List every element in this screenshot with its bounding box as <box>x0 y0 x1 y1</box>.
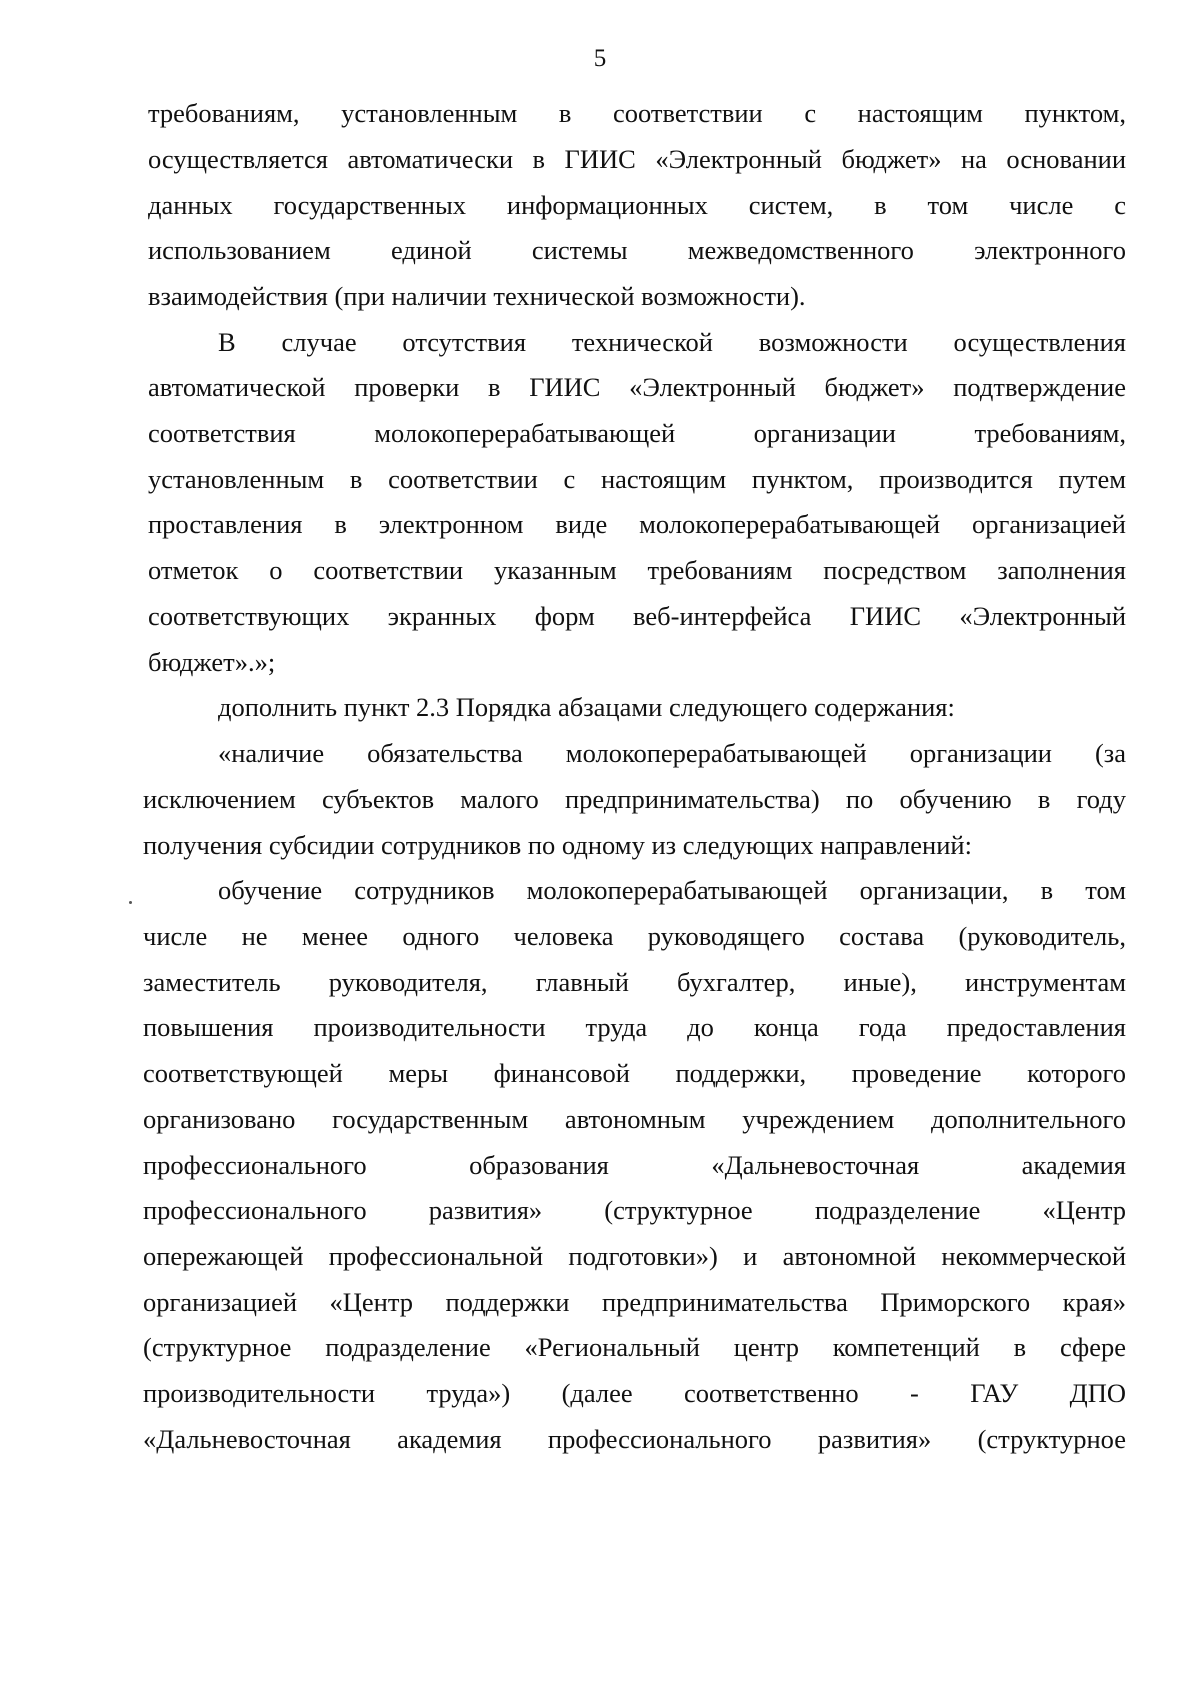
text-line: «Дальневосточная академия профессионального развития» (структурное <box>143 1424 1126 1454</box>
text-line: проставления в электронном виде молокоперерабатывающей организацией <box>148 509 1126 539</box>
text-line: бюджет».»; <box>148 647 276 677</box>
text-line: организовано государственным автономным учреждением дополнительного <box>143 1104 1126 1134</box>
text-line: профессионального развития» (структурное подразделение «Центр <box>143 1195 1126 1225</box>
text-line: числе не менее одного человека руководящего состава (руководитель, <box>143 921 1126 951</box>
text-line: заместитель руководителя, главный бухгалтер, иные), инструментам <box>143 967 1126 997</box>
text-line: использованием единой системы межведомственного электронного <box>148 235 1126 265</box>
page-number: 5 <box>593 45 607 72</box>
text-line: производительности труда») (далее соответственно - ГАУ ДПО <box>143 1378 1126 1408</box>
text-line: соответствия молокоперерабатывающей организации требованиям, <box>148 418 1126 448</box>
text-line: соответствующей меры финансовой поддержки, проведение которого <box>143 1058 1126 1088</box>
text-line: требованиям, установленным в соответствии с настоящим пунктом, <box>148 98 1126 128</box>
text-line: обучение сотрудников молокоперерабатывающей организации, в том <box>218 875 1126 905</box>
text-line: профессионального образования «Дальневосточная академия <box>143 1150 1126 1180</box>
text-line: (структурное подразделение «Региональный центр компетенций в сфере <box>143 1332 1126 1362</box>
text-line: соответствующих экранных форм веб-интерфейса ГИИС «Электронный <box>148 601 1126 631</box>
text-line: отметок о соответствии указанным требованиям посредством заполнения <box>148 555 1126 585</box>
text-line: взаимодействия (при наличии технической возможности). <box>148 281 806 311</box>
text-line: установленным в соответствии с настоящим пунктом, производится путем <box>148 464 1126 494</box>
text-line: автоматической проверки в ГИИС «Электронный бюджет» подтверждение <box>148 372 1126 402</box>
text-line: исключением субъектов малого предпринимательства) по обучению в году <box>143 784 1126 814</box>
text-line: данных государственных информационных систем, в том числе с <box>148 190 1126 220</box>
text-line: «наличие обязательства молокоперерабатывающей организации (за <box>218 738 1126 768</box>
text-line: повышения производительности труда до конца года предоставления <box>143 1012 1126 1042</box>
text-line: организацией «Центр поддержки предпринимательства Приморского края» <box>143 1287 1126 1317</box>
scan-speck <box>129 901 132 904</box>
text-line: осуществляется автоматически в ГИИС «Электронный бюджет» на основании <box>148 144 1126 174</box>
text-line: дополнить пункт 2.3 Порядка абзацами следующего содержания: <box>218 692 955 722</box>
text-line: получения субсидии сотрудников по одному из следующих направлений: <box>143 830 972 860</box>
text-line: опережающей профессиональной подготовки») и автономной некоммерческой <box>143 1241 1126 1271</box>
text-line: В случае отсутствия технической возможности осуществления <box>218 327 1126 357</box>
